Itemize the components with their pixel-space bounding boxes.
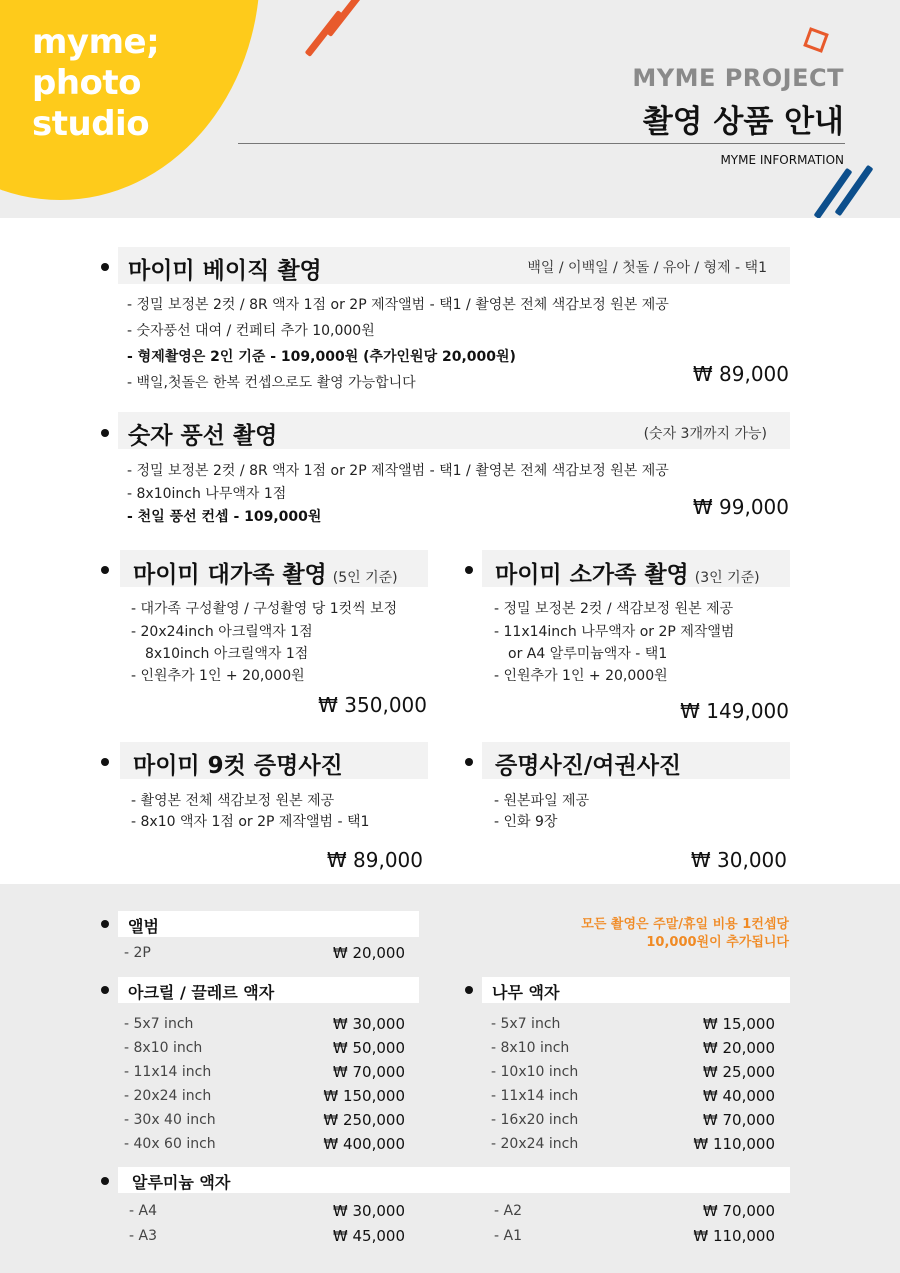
addon-item-price: ₩ 70,000	[702, 1111, 775, 1129]
notice-line: 10,000원이 추가됩니다	[646, 935, 789, 950]
addon-item-price: ₩ 40,000	[702, 1087, 775, 1105]
addon-item-label: - 40x 60 inch	[124, 1136, 216, 1152]
addon-item-price: ₩ 250,000	[323, 1111, 405, 1129]
addon-item-label: - 20x24 inch	[124, 1088, 212, 1104]
product-line: - 정밀 보정본 2컷 / 색감보정 원본 제공	[494, 601, 734, 617]
product-note: 백일 / 이백일 / 첫돌 / 유아 / 형제 - 택1	[527, 260, 767, 276]
bullet-icon	[101, 263, 109, 271]
product-line: - 천일 풍선 컨셉 - 109,000원	[127, 509, 322, 525]
product-price: ₩ 89,000	[692, 362, 789, 386]
addon-item-price: ₩ 70,000	[702, 1202, 775, 1220]
info-label: MYME INFORMATION	[720, 153, 844, 167]
product-line: - 11x14inch 나무액자 or 2P 제작앨범	[494, 624, 735, 640]
addon-item-price: ₩ 30,000	[332, 1015, 405, 1033]
product-note: (숫자 3개까지 가능)	[643, 426, 767, 442]
product-line: - 정밀 보정본 2컷 / 8R 액자 1점 or 2P 제작앨범 - 택1 / 촬영본 전체 색감보정 원본 제공	[127, 463, 669, 479]
addon-item-price: ₩ 50,000	[332, 1039, 405, 1057]
header-divider	[238, 143, 845, 144]
product-price: ₩ 89,000	[326, 848, 423, 872]
product-line: - 원본파일 제공	[494, 793, 590, 809]
bullet-icon	[101, 986, 109, 994]
addon-item-price: ₩ 110,000	[693, 1227, 775, 1245]
addon-item-price: ₩ 25,000	[702, 1063, 775, 1081]
product-name	[495, 556, 760, 589]
product-name: 마이미 베이직 촬영	[128, 258, 322, 284]
product-price: ₩ 149,000	[680, 699, 789, 723]
product-name-text: 마이미 소가족 촬영	[495, 562, 689, 588]
product-name: 마이미 9컷 증명사진	[133, 753, 343, 779]
addon-item-label: - 5x7 inch	[124, 1016, 194, 1032]
product-line: - 형제촬영은 2인 기준 - 109,000원 (추가인원당 20,000원)	[127, 349, 516, 365]
product-name-text: 마이미 대가족 촬영	[133, 562, 327, 588]
addon-item-price: ₩ 20,000	[702, 1039, 775, 1057]
bullet-icon	[101, 920, 109, 928]
product-line: - 백일,첫돌은 한복 컨셉으로도 촬영 가능합니다	[127, 375, 416, 391]
addon-item-label: - 8x10 inch	[491, 1040, 570, 1056]
blue-stripe-decoration	[834, 165, 873, 217]
addon-item-price: ₩ 70,000	[332, 1063, 405, 1081]
addon-item-label: - 20x24 inch	[491, 1136, 579, 1152]
addon-item-price: ₩ 30,000	[332, 1202, 405, 1220]
product-line: - 20x24inch 아크릴액자 1점	[131, 624, 313, 640]
bullet-icon	[465, 566, 473, 574]
logo-line: photo	[32, 63, 142, 103]
logo-line: studio	[32, 104, 150, 144]
product-line: - 대가족 구성촬영 / 구성촬영 당 1컷씩 보정	[131, 601, 398, 617]
addon-title-bar	[118, 911, 419, 937]
addon-name: 아크릴 / 끌레르 액자	[128, 983, 275, 1002]
addon-item-label: - 2P	[124, 945, 151, 961]
bullet-icon	[101, 566, 109, 574]
addon-item-label: - 11x14 inch	[491, 1088, 579, 1104]
product-line: - 숫자풍선 대여 / 컨페티 추가 10,000원	[127, 323, 375, 339]
page-header	[0, 0, 900, 218]
addon-item-price: ₩ 45,000	[332, 1227, 405, 1245]
bullet-icon	[465, 758, 473, 766]
studio-logo	[32, 22, 159, 145]
product-line: - 정밀 보정본 2컷 / 8R 액자 1점 or 2P 제작앨범 - 택1 / 촬영본 전체 색감보정 원본 제공	[127, 297, 669, 313]
product-line: - 8x10inch 나무액자 1점	[127, 486, 287, 502]
addon-item-label: - 11x14 inch	[124, 1064, 212, 1080]
product-line: - 인원추가 1인 + 20,000원	[494, 668, 668, 684]
project-label: MYME PROJECT	[632, 64, 844, 92]
product-sub: (3인 기준)	[694, 570, 760, 586]
logo-line: myme;	[32, 22, 160, 62]
addon-item-label: - 5x7 inch	[491, 1016, 561, 1032]
product-line: - 촬영본 전체 색감보정 원본 제공	[131, 793, 335, 809]
bullet-icon	[101, 758, 109, 766]
bullet-icon	[465, 986, 473, 994]
addon-item-label: - 10x10 inch	[491, 1064, 579, 1080]
bullet-icon	[101, 1177, 109, 1185]
notice-line: 모든 촬영은 주말/휴일 비용 1컨셉당	[581, 917, 789, 932]
bullet-icon	[101, 429, 109, 437]
product-line: - 8x10 액자 1점 or 2P 제작앨범 - 택1	[131, 814, 370, 830]
product-line: - 인원추가 1인 + 20,000원	[131, 668, 305, 684]
weekend-notice	[489, 916, 789, 952]
addon-item-price: ₩ 15,000	[702, 1015, 775, 1033]
addon-item-label: - 30x 40 inch	[124, 1112, 216, 1128]
product-name: 숫자 풍선 촬영	[128, 423, 278, 449]
addon-item-price: ₩ 400,000	[323, 1135, 405, 1153]
addon-item-label: - 8x10 inch	[124, 1040, 203, 1056]
product-name	[133, 556, 398, 589]
addon-item-label: - A2	[494, 1203, 522, 1219]
addon-item-label: - A3	[129, 1228, 157, 1244]
product-name: 증명사진/여권사진	[495, 753, 682, 779]
product-line: 8x10inch 아크릴액자 1점	[145, 646, 309, 662]
product-line: - 인화 9장	[494, 814, 558, 830]
product-price: ₩ 30,000	[690, 848, 787, 872]
page-title: 촬영 상품 안내	[642, 104, 844, 140]
product-price: ₩ 99,000	[692, 495, 789, 519]
addon-item-price: ₩ 150,000	[323, 1087, 405, 1105]
addon-name: 나무 액자	[492, 983, 560, 1002]
addon-item-label: - A4	[129, 1203, 157, 1219]
addon-item-label: - 16x20 inch	[491, 1112, 579, 1128]
product-line: or A4 알루미늄액자 - 택1	[508, 646, 668, 662]
addon-name: 앨범	[128, 917, 159, 936]
addon-item-price: ₩ 110,000	[693, 1135, 775, 1153]
red-square-decoration	[803, 27, 829, 53]
addon-item-label: - A1	[494, 1228, 522, 1244]
product-price: ₩ 350,000	[318, 693, 427, 717]
addon-name: 알루미늄 액자	[132, 1173, 231, 1192]
addon-item-price: ₩ 20,000	[332, 944, 405, 962]
product-sub: (5인 기준)	[332, 570, 398, 586]
